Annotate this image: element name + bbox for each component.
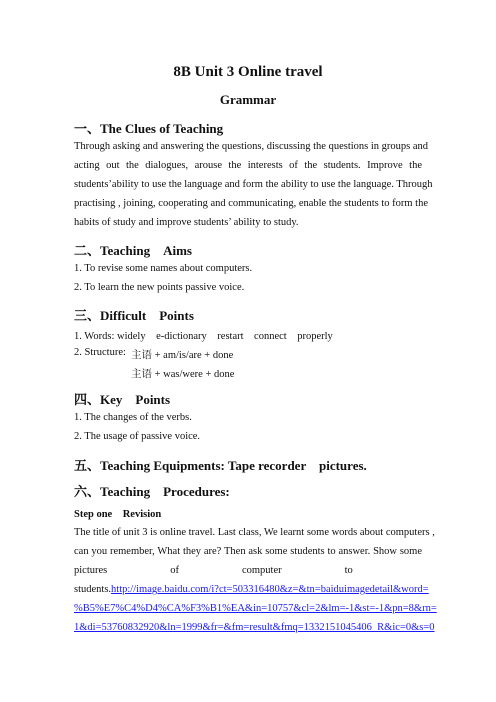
document-subtitle: Grammar — [219, 92, 277, 107]
list-item-words: 1. Words: widely e-dictionary restart connect properly — [74, 331, 333, 342]
list-item: 1. The changes of the verbs. — [74, 412, 192, 423]
paragraph-line: habits of study and improve students’ ability to study. — [74, 217, 299, 228]
section-heading-procedures: 六、Teaching Procedures: — [74, 484, 230, 499]
paragraph-line: students’ability to use the language and form the ability to use the language. Through — [74, 179, 433, 190]
section-heading-key-points: 四、Key Points — [74, 392, 171, 407]
link-prefix-text: students. — [74, 584, 112, 595]
document-title: 8B Unit 3 Online travel — [173, 64, 323, 80]
paragraph-line: acting out the dialogues, arouse the interests of the students. Improve the — [74, 160, 422, 171]
image-link-continued[interactable]: 1&di=53760832920&ln=1999&fr=&fm=result&fmq=1332151045406_R&ic=0&s=0 — [74, 622, 435, 633]
list-item-structure-label: 2. Structure: — [74, 347, 126, 358]
link-line — [74, 583, 429, 597]
section-heading-equipments: 五、Teaching Equipments: Tape recorder pictures. — [74, 458, 367, 473]
section-heading-clues: 一、The Clues of Teaching — [74, 121, 224, 136]
paragraph-line: pictures of computer to — [74, 565, 353, 576]
section-heading-difficult-points: 三、Difficult Points — [74, 308, 194, 323]
structure-past: 主语 + was/were + done — [131, 369, 235, 380]
image-link[interactable]: http://image.baidu.com/i?ct=503316480&z=&tn=baiduimagedetail&word= — [111, 584, 429, 595]
list-item: 2. To learn the new points passive voice. — [74, 282, 245, 293]
paragraph-line: practising , joining, cooperating and communicating, enable the students to form the — [74, 198, 428, 209]
paragraph-line: The title of unit 3 is online travel. Last class, We learnt some words about computers , — [74, 527, 435, 538]
step-heading: Step one Revision — [74, 509, 162, 520]
list-item: 2. The usage of passive voice. — [74, 431, 201, 442]
paragraph-line: Through asking and answering the questions, discussing the questions in groups and — [74, 141, 429, 152]
list-item: 1. To revise some names about computers. — [74, 263, 253, 274]
image-link-continued[interactable]: %B5%E7%C4%D4%CA%F3%B1%EA&in=10757&cl=2&lm=-1&st=-1&pn=8&rn= — [74, 603, 437, 614]
structure-present: 主语 + am/is/are + done — [131, 350, 234, 361]
paragraph-line: can you remember, What they are? Then ask some students to answer. Show some — [74, 546, 422, 557]
section-heading-aims: 二、Teaching Aims — [74, 243, 192, 258]
